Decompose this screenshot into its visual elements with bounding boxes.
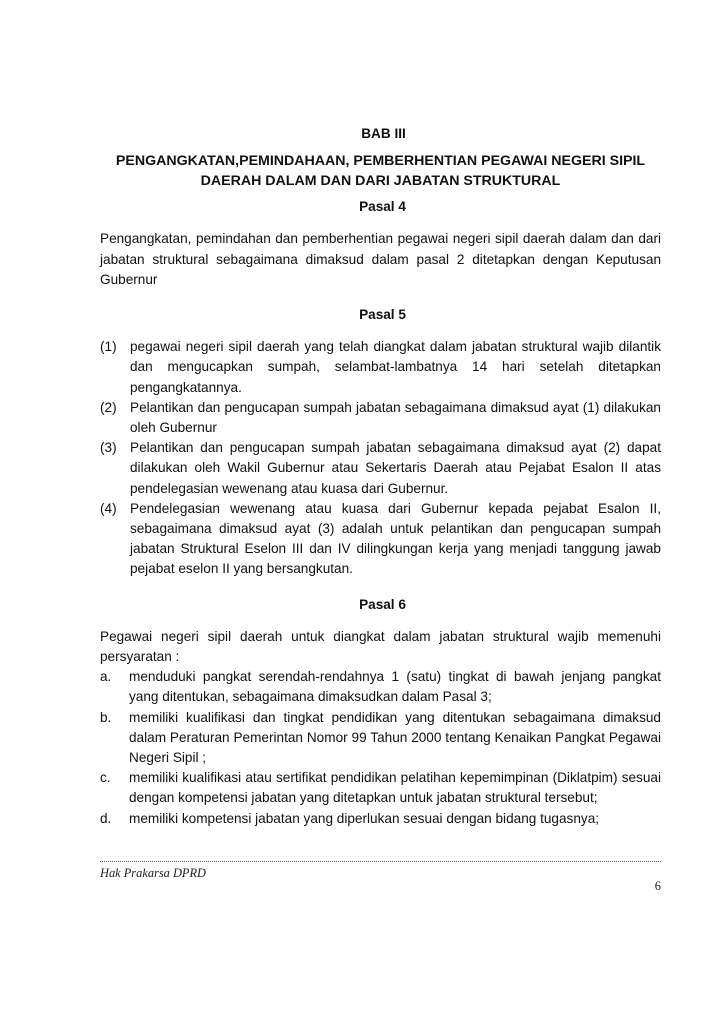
footer-divider <box>100 861 661 862</box>
list-item-marker: b. <box>100 709 112 725</box>
pasal-6-list <box>100 667 661 829</box>
page-number: 6 <box>654 879 661 893</box>
list-item <box>100 438 661 499</box>
chapter-number: BAB III <box>361 126 406 141</box>
pasal-5-list <box>100 337 661 579</box>
list-item-text: memiliki kualifikasi dan tingkat pendidikan yang ditentukan sebagaimana dimaksud dalam Peraturan Pemerintan Nomor 99 Tahun 2000 tentang Kenaikan Pangkat Pegawai Negeri Sipil ; <box>129 709 661 766</box>
list-item-marker: c. <box>100 770 111 786</box>
list-item-marker: a. <box>100 669 112 685</box>
document-page <box>100 124 661 829</box>
pasal-6-heading: Pasal 6 <box>359 596 406 612</box>
list-item-text: Pelantikan dan pengucapan sumpah jabatan sebagaimana dimaksud ayat (2) dapat dilakukan oleh Wakil Gubernur atau Sekertaris Daerah atau Pejabat Esalon II atas pendelegasian wewenang atau kuasa dari Gubernur. <box>130 440 661 496</box>
chapter-title <box>88 151 673 191</box>
pasal-4-heading: Pasal 4 <box>359 199 406 215</box>
list-item-marker: (3) <box>100 440 117 456</box>
list-item-marker: (4) <box>100 500 117 516</box>
list-item-text: Pelantikan dan pengucapan sumpah jabatan sebagaimana dimaksud ayat (1) dilakukan oleh Gubernur <box>130 399 661 436</box>
list-item <box>100 768 661 808</box>
list-item-marker: d. <box>100 810 112 826</box>
list-item-marker: (1) <box>100 339 117 355</box>
list-item <box>100 667 661 707</box>
chapter-title-line-2: DAERAH DALAM DAN DARI JABATAN STRUKTURAL <box>200 173 561 190</box>
list-item <box>100 809 661 829</box>
list-item-text: menduduki pangkat serendah-rendahnya 1 (satu) tingkat di bawah jenjang pangkat yang ditentukan, sebagaimana dimaksudkan dalam Pasal 3; <box>129 669 661 705</box>
list-item <box>100 499 661 580</box>
list-item <box>100 708 661 769</box>
list-item-text: Pendelegasian wewenang atau kuasa dari Gubernur kepada pejabat Esalon II, sebagaimana dimaksud ayat (3) adalah untuk pelantikan dan pengucapan sumpah jabatan Struktural Eselon III dan IV dilingkungan kerja yang menjadi tanggung jawab pejabat eselon II yang bersangkutan. <box>130 500 661 577</box>
chapter-title-line-1: PENGANGKATAN,PEMINDAHAAN, PEMBERHENTIAN PEGAWAI NEGERI SIPIL <box>115 153 646 170</box>
footer-label: Hak Prakarsa DPRD <box>100 866 206 880</box>
list-item <box>100 337 661 398</box>
pasal-5-heading: Pasal 5 <box>359 307 406 323</box>
list-item-marker: (2) <box>100 399 117 415</box>
list-item-text: memiliki kualifikasi atau sertifikat pendidikan pelatihan kepemimpinan (Diklatpim) sesuai dengan kompetensi jabatan yang ditetapkan untuk jabatan struktural tersebut; <box>129 770 661 806</box>
list-item-text: pegawai negeri sipil daerah yang telah diangkat dalam jabatan struktural wajib dilantik dan mengucapkan sumpah, selambat-lambatnya 14 hari setelah ditetapkan pengangkatannya. <box>130 339 661 395</box>
pasal-4-text: Pengangkatan, pemindahan dan pemberhentian pegawai negeri sipil daerah dalam dan dari jabatan struktural sebagaimana dimaksud dalam pasal 2 ditetapkan dengan Keputusan Gubernur <box>100 231 661 287</box>
list-item-text: memiliki kompetensi jabatan yang diperlukan sesuai dengan bidang tugasnya; <box>129 810 600 826</box>
list-item <box>100 398 661 438</box>
pasal-6-intro: Pegawai negeri sipil daerah untuk diangkat dalam jabatan struktural wajib memenuhi persyaratan : <box>100 628 661 665</box>
